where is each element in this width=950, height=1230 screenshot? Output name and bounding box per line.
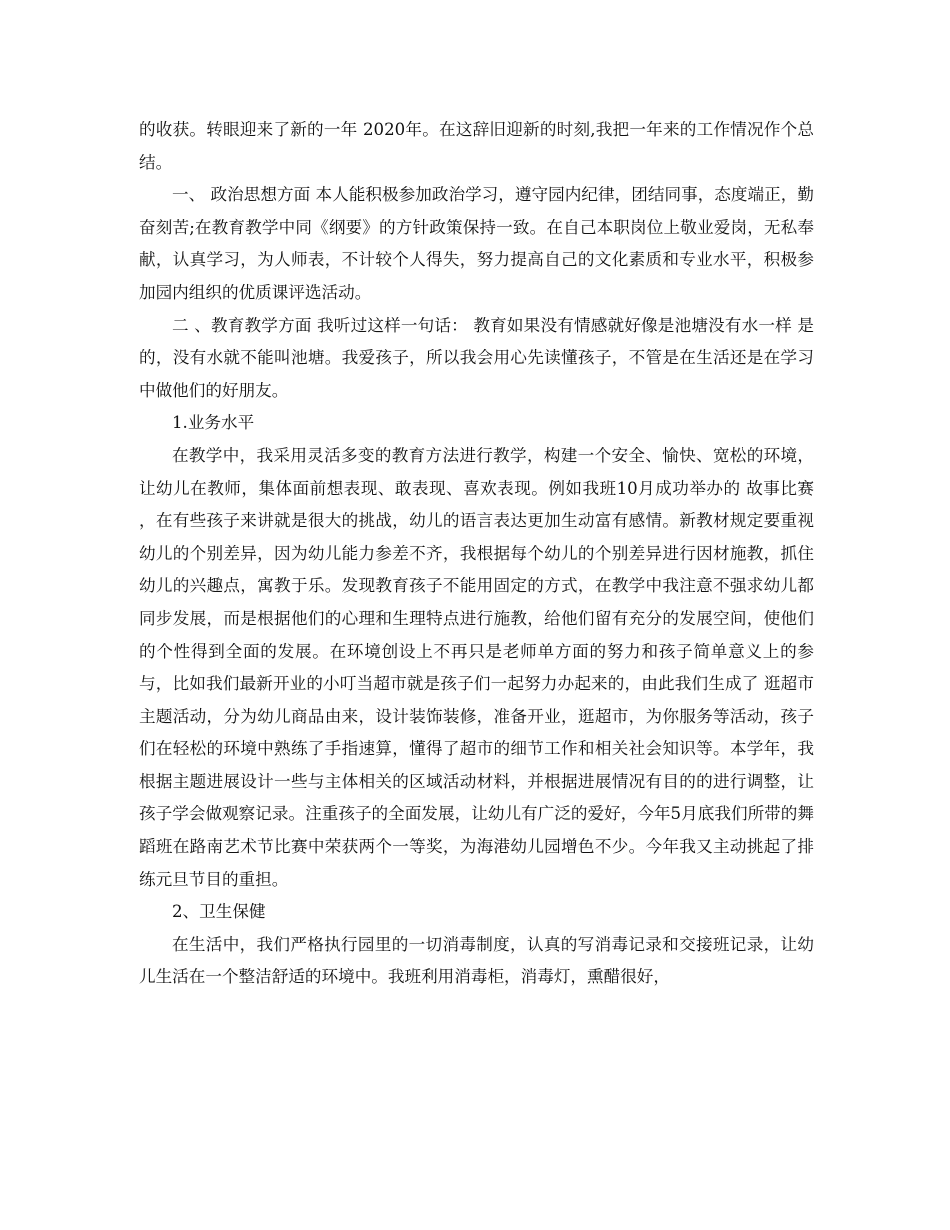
section-heading-health-care: 2、卫生保健 [172,902,266,922]
paragraph-professional-level: 在教学中，我采用灵活多变的教育方法进行教学，构建一个安全、愉快、宽松的环境，让幼儿在教师，集体面前想表现、敢表现、喜欢表现。例如我班10月成功举办的 故事比赛 ，在有些孩子来讲就是很大的挑战，幼儿的语言表达更加生动富有感情。新教材规定要重视幼儿的个别差异，因为幼儿能力参差不齐，我根据每个幼儿的个别差异进行因材施教，抓住幼儿的兴趣点，寓教于乐。发现教育孩子不能用固定的方式，在教学中我注意不强求幼儿都同步发展，而是根据他们的心理和生理特点进行施教，给他们留有充分的发展空间，使他们的个性得到全面的发展。在环境创设上不再只是老师单方面的努力和孩子简单意义上的参与，比如我们最新开业的小叮当超市就是孩子们一起努力办起来的，由此我们生成了 逛超市 主题活动，分为幼儿商品由来，设计装饰装修，准备开业，逛超市，为你服务等活动，孩子们在轻松的环境中熟练了手指速算，懂得了超市的细节工作和相关社会知识等。本学年，我根据主题进展设计一些与主体相关的区域活动材料，并根据进展情况有目的的进行调整，让孩子学会做观察记录。注重孩子的全面发展，让幼儿有广泛的爱好，今年5月底我们所带的舞蹈班在路南艺术节比赛中荣获两个一等奖，为海港幼儿园增色不少。今年我又主动挑起了排练元旦节目的重担。 [139,445,814,889]
document-body [139,114,814,994]
paragraph-political-thought: 一、 政治思想方面 本人能积极参加政治学习，遵守园内纪律，团结同事，态度端正，勤奋刻苦;在教育教学中同《纲要》的方针政策保持一致。在自己本职岗位上敬业爱岗，无私奉献，认真学习，为人师表，不计较个人得失，努力提高自己的文化素质和专业水平，积极参加园内组织的优质课评选活动。 [139,185,814,302]
paragraph-education-teaching: 二 、教育教学方面 我听过这样一句话： 教育如果没有情感就好像是池塘没有水一样 是的，没有水就不能叫池塘。我爱孩子，所以我会用心先读懂孩子，不管是在生活还是在学习中做他们的好朋友。 [139,315,814,400]
section-heading-professional-level: 1.业务水平 [172,413,255,433]
paragraph-intro-continuation: 的收获。转眼迎来了新的一年 2020年。在这辞旧迎新的时刻,我把一年来的工作情况作个总结。 [139,120,814,172]
paragraph-health-care: 在生活中，我们严格执行园里的一切消毒制度，认真的写消毒记录和交接班记录，让幼儿生活在一个整洁舒适的环境中。我班利用消毒柜，消毒灯，熏醋很好， [139,934,814,987]
